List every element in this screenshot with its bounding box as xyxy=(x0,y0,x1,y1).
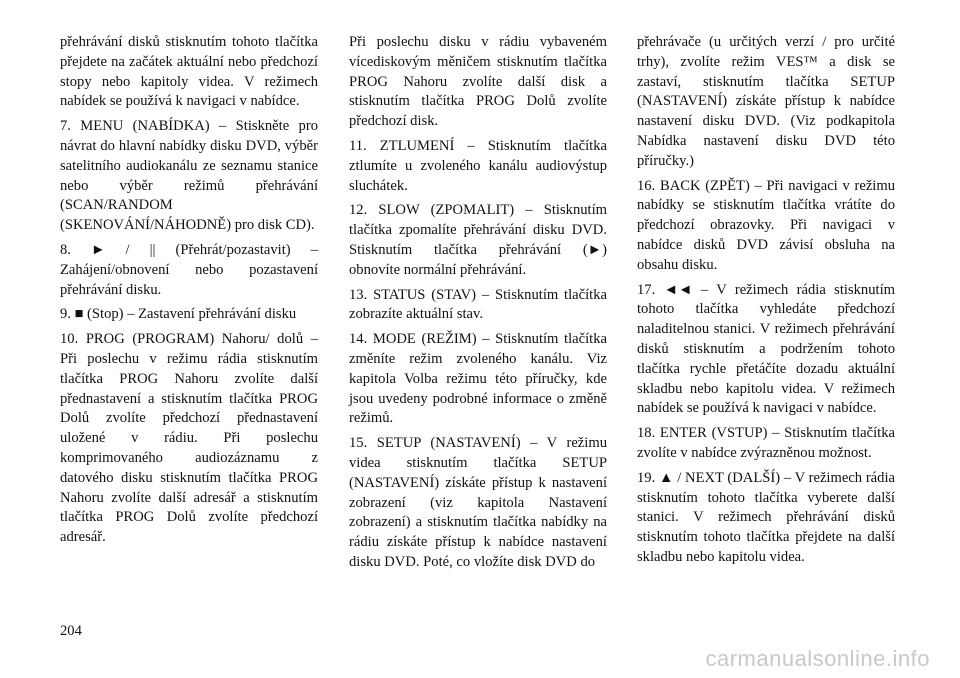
paragraph-item-7: 7. MENU (NABÍDKA) – Stiskněte pro návrat do hlavní nabídky disku DVD, výběr satelitního audiokanálu ze seznamu stanice nebo výběr režimů přehrávání (SCAN/RANDOM (SKENOVÁNÍ/NÁHODNĚ) pro disk CD). xyxy=(60,118,318,234)
paragraph-item-14: 14. MODE (REŽIM) – Stisknutím tlačítka změníte režim zvoleného kanálu. Viz kapitola Volba režimu této příručky, kde jsou uvedeny podrobné informace o změně režimů. xyxy=(349,331,607,427)
paragraph: přehrávače (u určitých verzí / pro určité trhy), zvolíte režim VES™ a disk se zastaví, stisknutím tlačítka SETUP (NASTAVENÍ) získáte přístup k nabídce nastavení disku DVD. (Viz podkapitola Nabídka nastavení disku DVD této příručky.) xyxy=(637,34,895,169)
paragraph-item-19: 19. ▲ / NEXT (DALŠÍ) – V režimech rádia stisknutím tohoto tlačítka vyberete další stanici. V režimech přehrávání disků stisknutím tohoto tlačítka přejdete na další skladbu nebo kapitolu videa. xyxy=(637,469,895,565)
column-1 xyxy=(60,33,318,553)
paragraph-item-8: 8. ► / || (Přehrát/pozastavit) – Zahájení/obnovení nebo pozastavení přehrávání disku. xyxy=(60,241,318,298)
paragraph-item-18: 18. ENTER (VSTUP) – Stisknutím tlačítka zvolíte v nabídce zvýrazněnou možnost. xyxy=(637,425,895,461)
paragraph-item-15: 15. SETUP (NASTAVENÍ) – V režimu videa stisknutím tlačítka SETUP (NASTAVENÍ) získáte přístup k nastavení zobrazení (viz kapitola Nastavení zobrazení) a stisknutím tlačítka nabídky na rádiu získáte přístup k nabídce nastavení disku DVD. Poté, co vložíte disk DVD do xyxy=(349,435,607,570)
watermark: carmanualsonline.info xyxy=(705,646,930,671)
paragraph-item-13: 13. STATUS (STAV) – Stisknutím tlačítka zobrazíte aktuální stav. xyxy=(349,286,607,323)
paragraph-item-16: 16. BACK (ZPĚT) – Při navigaci v režimu nabídky se stisknutím tlačítka vrátíte do předchozí obrazovky. Při navigaci v nabídce disků DVD závisí obsluha na obsahu disku. xyxy=(637,177,895,273)
paragraph-item-12: 12. SLOW (ZPOMALIT) – Stisknutím tlačítka zpomalíte přehrávání disku DVD. Stisknutím tlačítka přehrávání (►) obnovíte normální přehrávání. xyxy=(349,202,607,278)
column-2 xyxy=(349,33,607,578)
column-3 xyxy=(637,33,895,573)
paragraph: přehrávání disků stisknutím tohoto tlačítka přejdete na začátek aktuální nebo předchozí stopy nebo kapitoly videa. V režimech nabídek se používá k navigaci v nabídce. xyxy=(60,34,318,110)
page-number: 204 xyxy=(60,623,82,639)
paragraph-item-10: 10. PROG (PROGRAM) Nahoru/ dolů – Při poslechu v režimu rádia stisknutím tlačítka PROG Nahoru zvolíte další přednastavení a stisknutím tlačítka PROG Dolů zvolíte předchozí přednastavení uložené v rádiu. Při poslechu komprimovaného audiozáznamu z datového disku stisknutím tlačítka PROG Nahoru zvolíte další adresář a stisknutím tlačítka PROG Dolů zvolíte předchozí adresář. xyxy=(60,331,318,546)
paragraph-item-17: 17. ◄◄ – V režimech rádia stisknutím tohoto tlačítka vyhledáte předchozí naladitelnou stanici. V režimech přehrávání disků stisknutím a podržením tohoto tlačítka rychle přetáčíte dozadu aktuální skladbu nebo kapitolu videa. V režimech nabídek se používá k navigaci v nabídce. xyxy=(637,281,895,417)
paragraph-item-11: 11. ZTLUMENÍ – Stisknutím tlačítka ztlumíte u zvoleného kanálu audiovýstup sluchátek. xyxy=(349,137,607,194)
paragraph-item-9: 9. ■ (Stop) – Zastavení přehrávání disku xyxy=(60,306,297,323)
paragraph: Při poslechu disku v rádiu vybaveném vícediskovým měničem stisknutím tlačítka PROG Nahoru zvolíte další disk a stisknutím tlačítka PROG Dolů zvolíte předchozí disk. xyxy=(349,34,607,130)
